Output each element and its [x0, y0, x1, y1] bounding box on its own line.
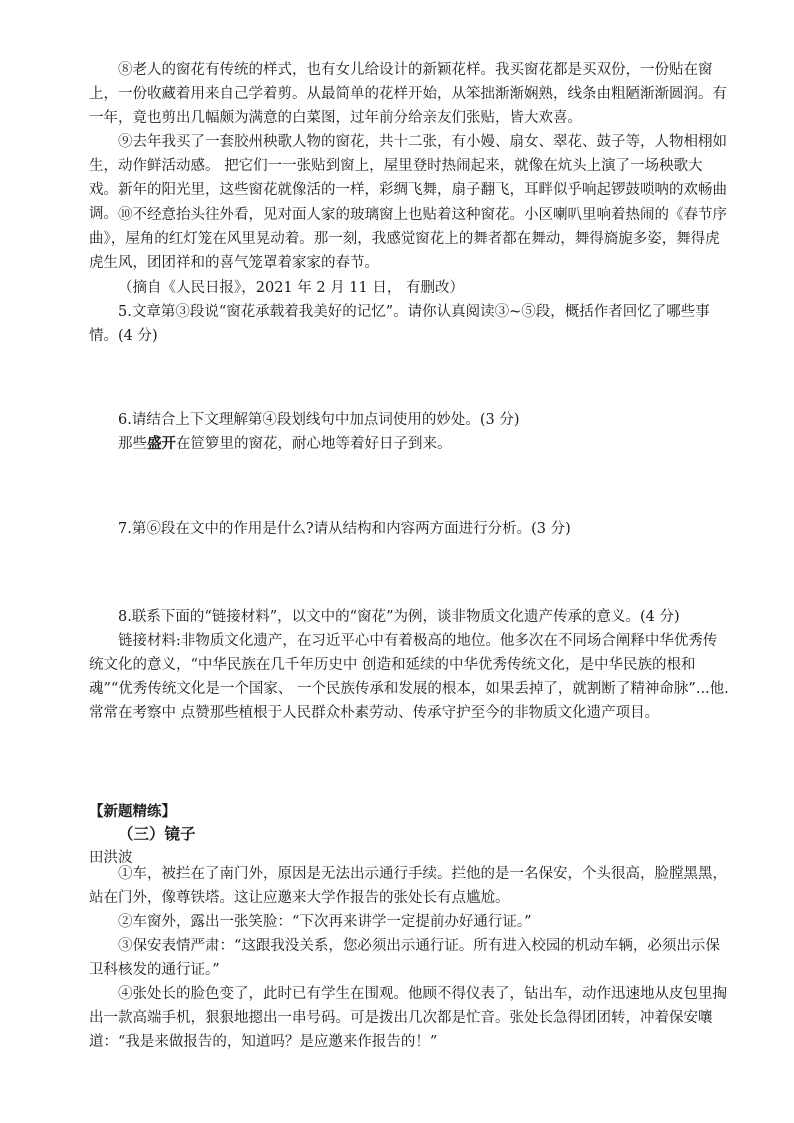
story-paragraph-2: ②车窗外，露出一张笑脸：“下次再来讲学一定提前办好通行证。” [118, 914, 532, 930]
story-paragraph-4: ④张处长的脸色变了，此时已有学生在围观。他顾不得仪表了，钻出车，动作迅速地从皮包里掏出一款高端手机，狠狠地摁出一串号码。可是拨出几次都是忙音。张处长急得团团转，冲着保安嚷道：“我是来做报告的，知道吗？是应邀来作报告的！” [89, 986, 727, 1050]
source-citation: （摘自《人民日报》，2021 年 2 月 11 日， 有删改） [118, 280, 464, 296]
paragraph-10: ⑩不经意抬头往外看，见对面人家的玻璃窗上也贴着这种窗花。小区喇叭里响着热闹的《春节序曲》，屋角的红灯笼在风里晃动着。那一刻，我感觉窗花上的舞者都在舞动，舞得旖旎多姿，舞得虎虎生风，团团祥和的喜气笼罩着家家的春节。 [89, 207, 727, 271]
link-material: 链接材料:非物质文化遗产，在习近平心中有着极高的地位。他多次在不同场合阐释中华优秀传统文化的意义，“中华民族在几千年历史中 创造和延续的中华优秀传统文化，是中华民族的根和魂”“优秀传统文化是一个国家、 一个民族传承和发展的根本，如果丢掉了，就割断了精神命脉”...他.常常在考察中 点赞那些植根于人民群众朴素劳动、传承守护至今的非物质文化遗产项目。 [89, 633, 729, 721]
story-paragraph-3: ③保安表情严肃：“这跟我没关系，您必须出示通行证。所有进入校园的机动车辆，必须出示保卫科核发的通行证。” [89, 938, 720, 978]
emphasized-word: 盛开 [147, 435, 176, 452]
quote-pre: 那些 [118, 436, 147, 452]
question-6: 6.请结合上下文理解第④段划线句中加点词使用的妙处。(3 分) [118, 412, 520, 428]
story-author: 田洪波 [89, 850, 133, 866]
paragraph-8: ⑧老人的窗花有传统的样式，也有女儿给设计的新颖花样。我买窗花都是买双份，一份贴在窗上，一份收藏着用来自己学着剪。从最简单的花样开始，从笨拙渐渐娴熟，线条由粗陋渐渐圆润。有一年，竟也剪出几幅颇为满意的白菜图，过年前分给亲友们张贴，皆大欢喜。 [89, 62, 727, 126]
question-8: 8.联系下面的“链接材料”，以文中的“窗花”为例，谈非物质文化遗产传承的意义。(4 分) [118, 609, 680, 625]
question-6-quote [89, 432, 729, 456]
quote-post: 在笸箩里的窗花，耐心地等着好日子到来。 [176, 436, 452, 452]
story-title: （三）镜子 [118, 824, 196, 843]
story-paragraph-1: ①车，被拦在了南门外，原因是无法出示通行手续。拦他的是一名保安，个头很高，脸膛黑黑，站在门外，像尊铁塔。这让应邀来大学作报告的张处长有点尴尬。 [89, 866, 727, 906]
question-7: 7.第⑥段在文中的作用是什么?请从结构和内容两方面进行分析。(3 分) [118, 521, 571, 537]
paragraph-9: ⑨去年我买了一套胶州秧歌人物的窗花，共十二张，有小嫚、扇女、翠花、鼓子等，人物相栩如生，动作鲜活动感。 把它们一一张贴到窗上，屋里登时热闹起来，就像在炕头上演了一场秧歌大戏。新年的阳光里，这些窗花就像活的一样，彩绸飞舞，扇子翻飞，耳畔似乎响起锣鼓唢呐的欢畅曲调。 [89, 134, 727, 222]
section-header: 【新题精练】 [89, 803, 176, 820]
question-5: 5.文章第③段说“窗花承载着我美好的记忆”。请你认真阅读③~⑤段，概括作者回忆了哪些事情。(4 分) [89, 304, 710, 344]
